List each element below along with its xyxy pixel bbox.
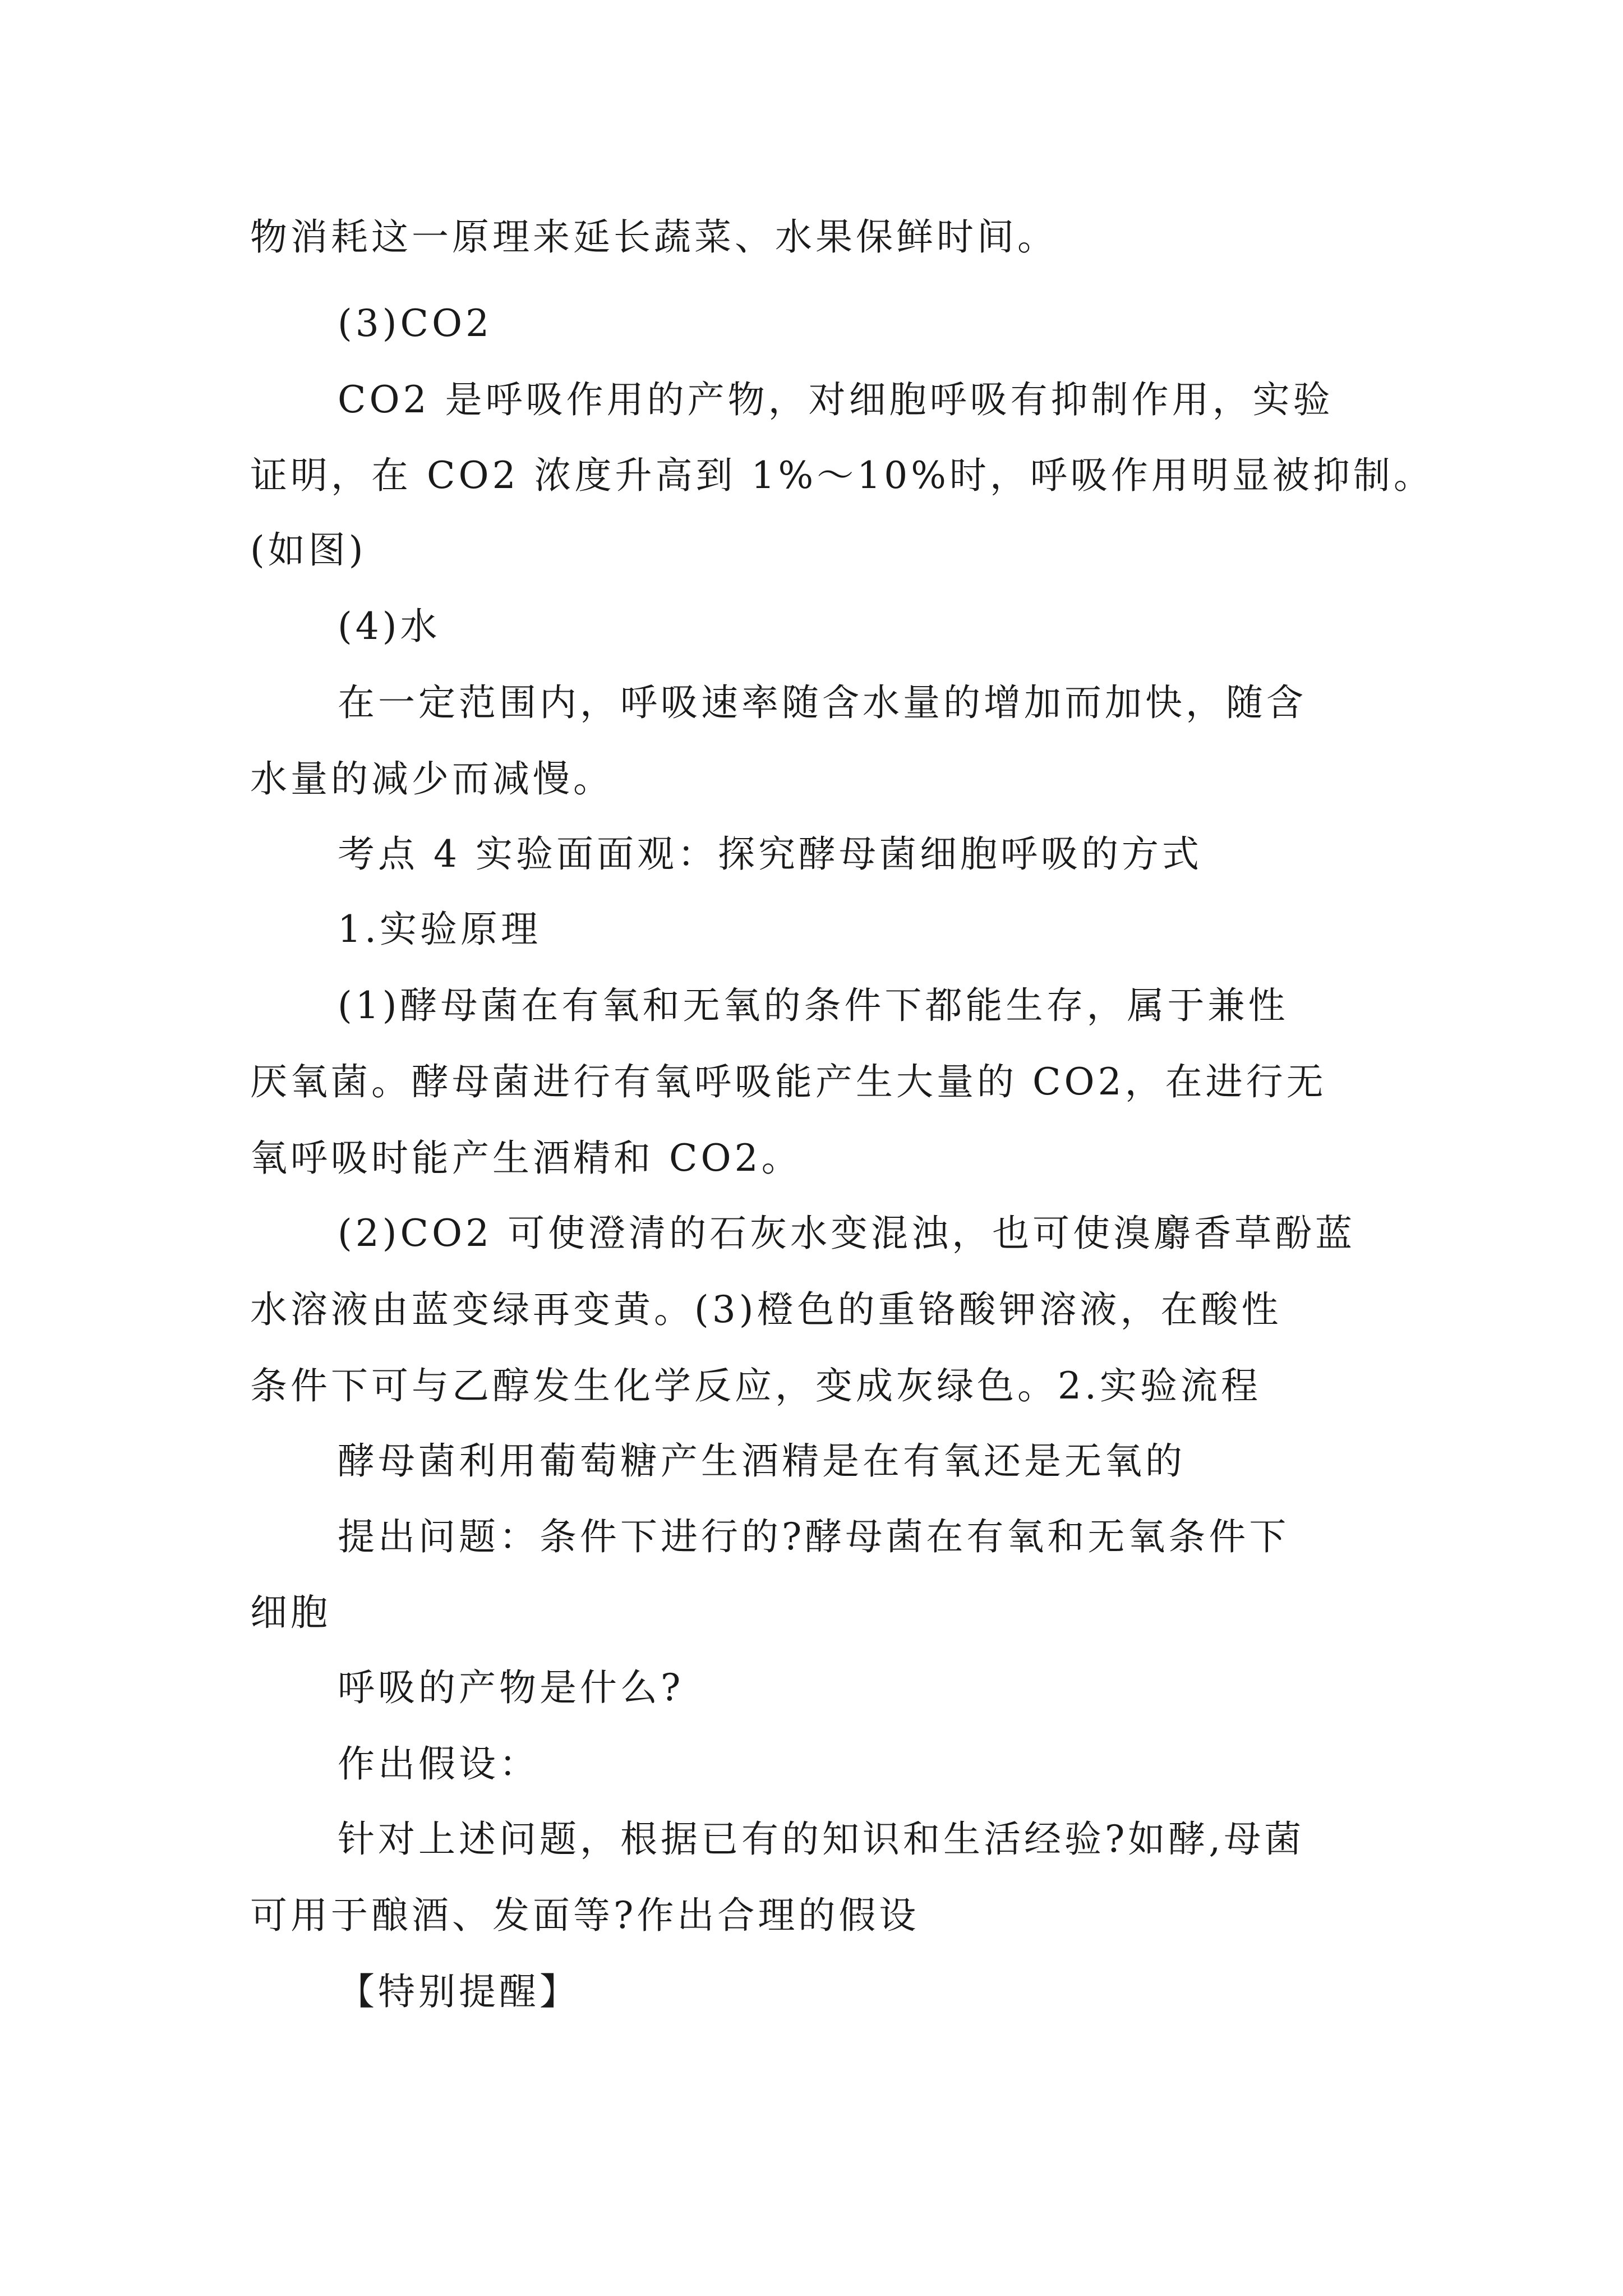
text-line: 水量的减少而减慢。 [250,757,614,800]
text-line: 提出问题：条件下进行的?酵母菌在有氧和无氧条件下 [338,1515,1290,1558]
text-line: 酵母菌利用葡萄糖产生酒精是在有氧还是无氧的 [338,1439,1186,1483]
text-line: CO2 是呼吸作用的产物，对细胞呼吸有抑制作用，实验 [338,378,1334,421]
text-line: 水溶液由蓝变绿再变黄。(3)橙色的重铬酸钾溶液，在酸性 [250,1288,1282,1331]
note-heading: 【特别提醒】 [338,1970,580,2013]
text-line: 可用于酿酒、发面等?作出合理的假设 [250,1894,920,1937]
text-line: (2)CO2 可使澄清的石灰水变混浊，也可使溴麝香草酚蓝 [338,1212,1356,1255]
text-line: (1)酵母菌在有氧和无氧的条件下都能生存，属于兼性 [338,984,1289,1027]
text-line: 厌氧菌。酵母菌进行有氧呼吸能产生大量的 CO2，在进行无 [250,1060,1327,1103]
text-line: 针对上述问题，根据已有的知识和生活经验?如酵,母菌 [338,1818,1305,1861]
text-line: 在一定范围内，呼吸速率随含水量的增加而加快，随含 [338,681,1307,724]
text-line: 条件下可与乙醇发生化学反应，变成灰绿色。2.实验流程 [250,1364,1261,1407]
text-line: 作出假设： [338,1742,540,1786]
text-line: (如图) [250,528,367,572]
text-line: 细胞 [250,1591,331,1634]
text-line: 物消耗这一原理来延长蔬菜、水果保鲜时间。 [250,215,1058,259]
subsection-heading: 1.实验原理 [338,908,541,951]
text-line: 证明，在 CO2 浓度升高到 1%～10%时，呼吸作用明显被抑制。 [250,454,1434,497]
text-line: (3)CO2 [338,302,493,345]
text-line: (4)水 [338,605,441,648]
text-line: 氧呼吸时能产生酒精和 CO2。 [250,1137,802,1180]
text-line: 呼吸的产物是什么? [338,1666,684,1709]
section-heading: 考点 4 实验面面观：探究酵母菌细胞呼吸的方式 [338,832,1202,876]
